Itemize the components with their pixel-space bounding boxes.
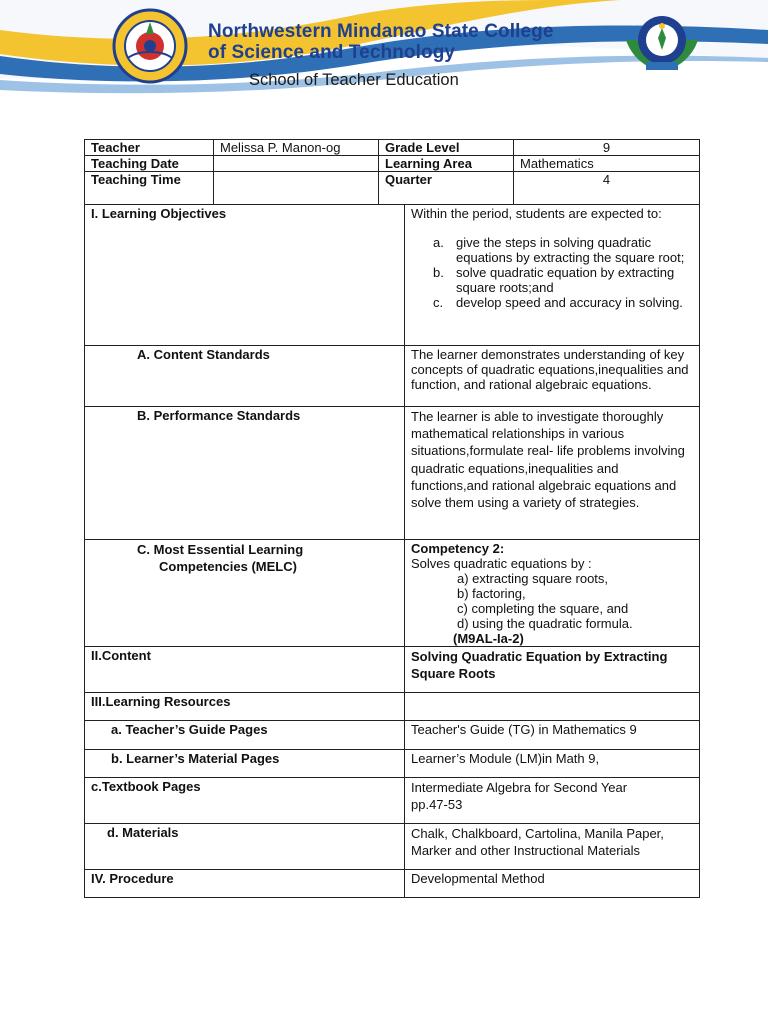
lesson-plan-table bbox=[84, 204, 700, 898]
teacher-value: Melissa P. Manon-og bbox=[214, 140, 379, 156]
objectives-list bbox=[411, 235, 693, 310]
learning-area-label: Learning Area bbox=[379, 156, 514, 172]
competency-item: c) completing the square, and bbox=[457, 601, 629, 616]
row-teachers-guide bbox=[85, 721, 700, 750]
college-seal-logo bbox=[112, 8, 188, 84]
competency-code: (M9AL-Ia-2) bbox=[453, 631, 524, 646]
textbook-label: c.Textbook Pages bbox=[85, 778, 405, 824]
row-performance-standards bbox=[85, 407, 700, 540]
materials-label: d. Materials bbox=[85, 824, 405, 870]
procedure-text: Developmental Method bbox=[405, 870, 700, 898]
info-row-time bbox=[85, 172, 700, 205]
college-name-line-1: Northwestern Mindanao State College bbox=[208, 21, 554, 42]
teacher-label: Teacher bbox=[85, 140, 214, 156]
content-text: Solving Quadratic Equation by Extracting Square Roots bbox=[405, 647, 700, 693]
quarter-label: Quarter bbox=[379, 172, 514, 205]
lesson-info-table bbox=[84, 139, 700, 205]
procedure-label: IV. Procedure bbox=[85, 870, 405, 898]
row-learning-resources bbox=[85, 693, 700, 721]
list-item: c. develop speed and accuracy in solving. bbox=[433, 295, 683, 310]
teaching-date-value bbox=[214, 156, 379, 172]
school-name: School of Teacher Education bbox=[249, 71, 459, 89]
row-materials bbox=[85, 824, 700, 870]
grade-level-label: Grade Level bbox=[379, 140, 514, 156]
melc-content bbox=[405, 540, 700, 647]
row-textbook bbox=[85, 778, 700, 824]
competency-item: b) factoring, bbox=[457, 586, 526, 601]
competency-intro: Solves quadratic equations by : bbox=[411, 556, 592, 571]
learning-objectives-label: I. Learning Objectives bbox=[85, 205, 405, 346]
letterhead bbox=[0, 0, 768, 112]
learning-area-value: Mathematics bbox=[514, 156, 700, 172]
melc-label-line-2: Competencies (MELC) bbox=[159, 559, 297, 574]
teachers-guide-text: Teacher's Guide (TG) in Mathematics 9 bbox=[405, 721, 700, 750]
performance-standards-text: The learner is able to investigate thoroughly mathematical relationships in various situations,formulate real- life problems involving quadratic equations,inequalities and functions,and rational algebraic equations and solve them using a variety of strategies. bbox=[405, 407, 700, 540]
row-learners-material bbox=[85, 750, 700, 778]
list-item: b. solve quadratic equation by extracting square roots;and bbox=[433, 265, 675, 295]
learners-material-text: Learner’s Module (LM)in Math 9, bbox=[405, 750, 700, 778]
college-name-line-2: of Science and Technology bbox=[208, 42, 456, 63]
learning-resources-text bbox=[405, 693, 700, 721]
row-melc bbox=[85, 540, 700, 647]
content-standards-text: The learner demonstrates understanding of key concepts of quadratic equations,inequalities and function, and rational algebraic equations. bbox=[405, 346, 700, 407]
row-content-standards bbox=[85, 346, 700, 407]
row-content bbox=[85, 647, 700, 693]
quarter-value: 4 bbox=[514, 172, 700, 205]
grade-level-value: 9 bbox=[514, 140, 700, 156]
objectives-intro: Within the period, students are expected to: bbox=[411, 206, 662, 221]
content-label: II.Content bbox=[85, 647, 405, 693]
melc-label-line-1: C. Most Essential Learning bbox=[137, 542, 304, 557]
list-item: a. give the steps in solving quadratic equations by extracting the square root; bbox=[433, 235, 685, 265]
competency-title: Competency 2: bbox=[411, 541, 505, 556]
row-learning-objectives bbox=[85, 205, 700, 346]
teaching-time-value bbox=[214, 172, 379, 205]
competency-item: a) extracting square roots, bbox=[457, 571, 609, 586]
teachers-guide-label: a. Teacher’s Guide Pages bbox=[85, 721, 405, 750]
performance-standards-label: B. Performance Standards bbox=[137, 408, 301, 423]
competency-item: d) using the quadratic formula. bbox=[457, 616, 633, 631]
info-row-date bbox=[85, 156, 700, 172]
learning-objectives-content bbox=[405, 205, 700, 346]
content-standards-label: A. Content Standards bbox=[137, 347, 270, 362]
row-procedure bbox=[85, 870, 700, 898]
teaching-date-label: Teaching Date bbox=[85, 156, 214, 172]
learners-material-label: b. Learner’s Material Pages bbox=[85, 750, 405, 778]
school-of-teacher-education-logo bbox=[622, 10, 702, 74]
textbook-text: Intermediate Algebra for Second Year pp.47-53 bbox=[405, 778, 700, 824]
learning-resources-label: III.Learning Resources bbox=[85, 693, 405, 721]
info-row-teacher bbox=[85, 140, 700, 156]
teaching-time-label: Teaching Time bbox=[85, 172, 214, 205]
materials-text: Chalk, Chalkboard, Cartolina, Manila Paper, Marker and other Instructional Materials bbox=[405, 824, 700, 870]
